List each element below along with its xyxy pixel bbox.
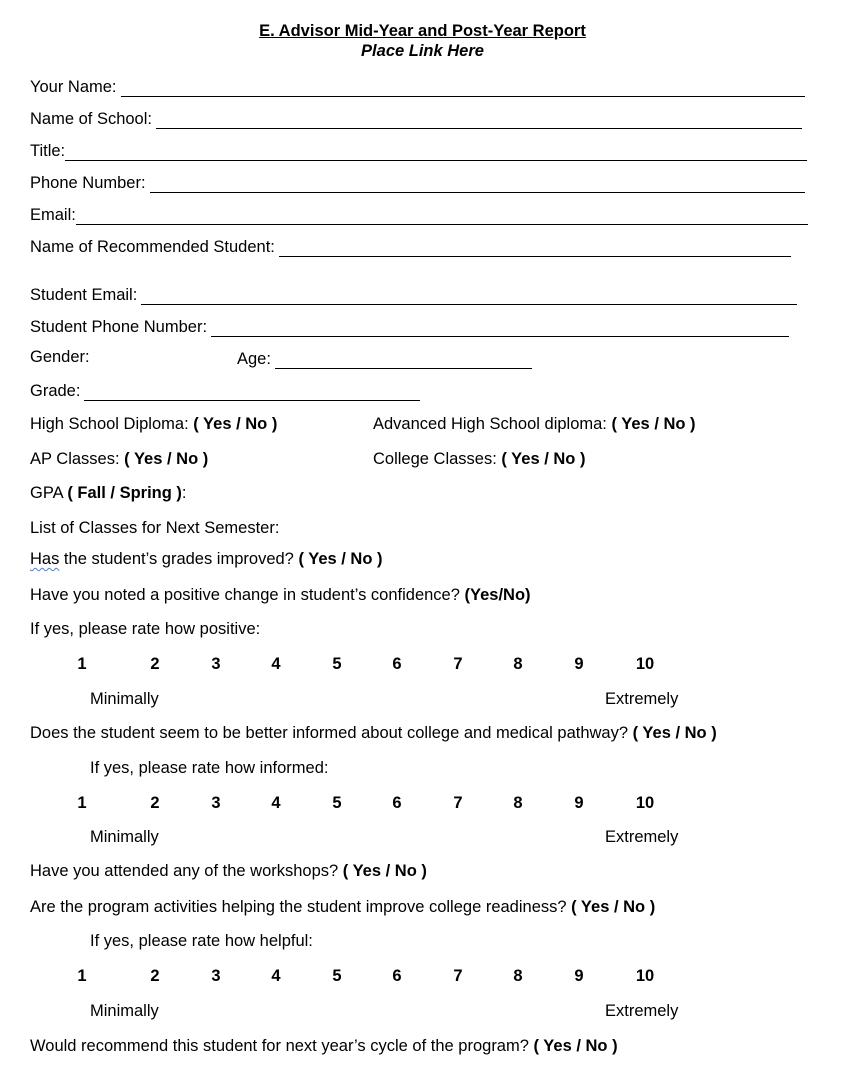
grades-has-word: Has bbox=[30, 550, 60, 568]
scale-option[interactable]: 1 bbox=[77, 655, 87, 673]
rate-helpful-label: If yes, please rate how helpful: bbox=[90, 932, 313, 950]
scale-min-label: Minimally bbox=[90, 828, 159, 846]
hs-diploma-options[interactable]: ( Yes / No ) bbox=[193, 415, 278, 433]
adv-diploma-label: Advanced High School diploma: bbox=[373, 415, 607, 433]
scale-max-label: Extremely bbox=[605, 1002, 679, 1020]
scale-option[interactable]: 1 bbox=[77, 794, 87, 812]
scale-option[interactable]: 9 bbox=[574, 655, 584, 673]
scale-option[interactable]: 8 bbox=[513, 655, 523, 673]
scale-option[interactable]: 8 bbox=[513, 794, 523, 812]
readiness-question bbox=[30, 898, 655, 917]
phone-input-line[interactable] bbox=[150, 175, 805, 193]
college-classes-label: College Classes: bbox=[373, 450, 497, 468]
adv-diploma-options[interactable]: ( Yes / No ) bbox=[611, 415, 696, 433]
gpa-options[interactable]: ( Fall / Spring ) bbox=[67, 484, 182, 502]
student-phone-label: Student Phone Number: bbox=[30, 318, 208, 336]
scale-option[interactable]: 3 bbox=[211, 655, 221, 673]
scale-option[interactable]: 6 bbox=[392, 794, 402, 812]
school-field bbox=[30, 107, 802, 129]
grades-improved-options[interactable]: ( Yes / No ) bbox=[298, 550, 383, 568]
workshops-question bbox=[30, 862, 427, 881]
scale-option[interactable]: 5 bbox=[332, 655, 342, 673]
student-phone-field bbox=[30, 315, 789, 337]
page-subtitle-link[interactable]: Place Link Here bbox=[361, 42, 484, 60]
scale-option[interactable]: 5 bbox=[332, 794, 342, 812]
scale-option[interactable]: 7 bbox=[453, 967, 463, 985]
gpa-colon: : bbox=[181, 484, 187, 502]
email-label: Email: bbox=[30, 206, 76, 224]
hs-diploma-question bbox=[30, 415, 277, 434]
scale-option[interactable]: 7 bbox=[453, 655, 463, 673]
scale-option[interactable]: 4 bbox=[271, 655, 281, 673]
scale-option[interactable]: 6 bbox=[392, 967, 402, 985]
title-label: Title: bbox=[30, 142, 66, 160]
scale-option[interactable]: 2 bbox=[150, 655, 160, 673]
scale-option[interactable]: 9 bbox=[574, 794, 584, 812]
scale-option[interactable]: 5 bbox=[332, 967, 342, 985]
informed-label: Does the student seem to be better informed about college and medical pathway? bbox=[30, 724, 629, 742]
gpa-label: GPA bbox=[30, 484, 63, 502]
email-field bbox=[30, 203, 808, 225]
recommended-student-input-line[interactable] bbox=[279, 239, 791, 257]
recommended-student-field bbox=[30, 235, 791, 257]
your-name-label: Your Name: bbox=[30, 78, 117, 96]
age-input-line[interactable] bbox=[275, 351, 532, 369]
grade-field bbox=[30, 379, 420, 401]
student-phone-input-line[interactable] bbox=[211, 319, 789, 337]
ap-classes-label: AP Classes: bbox=[30, 450, 120, 468]
scale-option[interactable]: 3 bbox=[211, 794, 221, 812]
rate-informed-label: If yes, please rate how informed: bbox=[90, 759, 329, 777]
grades-improved-question bbox=[30, 550, 383, 569]
scale-min-label: Minimally bbox=[90, 1002, 159, 1020]
student-email-field bbox=[30, 283, 797, 305]
gender-label: Gender: bbox=[30, 348, 90, 366]
workshops-label: Have you attended any of the workshops? bbox=[30, 862, 339, 880]
scale-option[interactable]: 10 bbox=[635, 967, 655, 985]
scale-option[interactable]: 8 bbox=[513, 967, 523, 985]
scale-option[interactable]: 10 bbox=[635, 794, 655, 812]
informed-options[interactable]: ( Yes / No ) bbox=[632, 724, 717, 742]
ap-classes-question bbox=[30, 450, 208, 469]
school-label: Name of School: bbox=[30, 110, 152, 128]
scale-option[interactable]: 7 bbox=[453, 794, 463, 812]
ap-classes-options[interactable]: ( Yes / No ) bbox=[124, 450, 209, 468]
scale-max-label: Extremely bbox=[605, 828, 679, 846]
phone-field bbox=[30, 171, 805, 193]
adv-diploma-question bbox=[373, 415, 696, 434]
readiness-label: Are the program activities helping the student improve college readiness? bbox=[30, 898, 567, 916]
school-input-line[interactable] bbox=[156, 111, 802, 129]
phone-label: Phone Number: bbox=[30, 174, 146, 192]
scale-max-label: Extremely bbox=[605, 690, 679, 708]
recommend-label: Would recommend this student for next year’s cycle of the program? bbox=[30, 1037, 529, 1055]
readiness-options[interactable]: ( Yes / No ) bbox=[571, 898, 656, 916]
student-email-input-line[interactable] bbox=[141, 287, 797, 305]
recommended-student-label: Name of Recommended Student: bbox=[30, 238, 275, 256]
workshops-options[interactable]: ( Yes / No ) bbox=[342, 862, 427, 880]
rate-positive-label: If yes, please rate how positive: bbox=[30, 620, 261, 638]
recommend-options[interactable]: ( Yes / No ) bbox=[533, 1037, 618, 1055]
age-label: Age: bbox=[237, 350, 271, 368]
scale-option[interactable]: 9 bbox=[574, 967, 584, 985]
scale-option[interactable]: 1 bbox=[77, 967, 87, 985]
scale-option[interactable]: 3 bbox=[211, 967, 221, 985]
college-classes-options[interactable]: ( Yes / No ) bbox=[501, 450, 586, 468]
scale-min-label: Minimally bbox=[90, 690, 159, 708]
grade-input-line[interactable] bbox=[84, 383, 420, 401]
scale-option[interactable]: 6 bbox=[392, 655, 402, 673]
your-name-field bbox=[30, 75, 805, 97]
title-input-line[interactable] bbox=[65, 143, 807, 161]
scale-option[interactable]: 4 bbox=[271, 794, 281, 812]
confidence-options[interactable]: (Yes/No) bbox=[464, 586, 531, 604]
gpa-question bbox=[30, 484, 187, 503]
informed-question bbox=[30, 724, 717, 743]
title-field bbox=[30, 139, 807, 161]
age-field bbox=[237, 347, 532, 369]
classes-next-label: List of Classes for Next Semester: bbox=[30, 519, 280, 537]
college-classes-question bbox=[373, 450, 585, 469]
confidence-label: Have you noted a positive change in student’s confidence? bbox=[30, 586, 460, 604]
page-title: E. Advisor Mid-Year and Post-Year Report bbox=[259, 22, 586, 40]
hs-diploma-label: High School Diploma: bbox=[30, 415, 189, 433]
recommend-question bbox=[30, 1037, 618, 1056]
grades-improved-label: the student’s grades improved? bbox=[59, 550, 294, 568]
student-email-label: Student Email: bbox=[30, 286, 138, 304]
scale-option[interactable]: 4 bbox=[271, 967, 281, 985]
scale-option[interactable]: 10 bbox=[635, 655, 655, 673]
email-input-line[interactable] bbox=[76, 207, 808, 225]
confidence-question bbox=[30, 586, 531, 605]
scale-option[interactable]: 2 bbox=[150, 794, 160, 812]
grade-label: Grade: bbox=[30, 382, 81, 400]
your-name-input-line[interactable] bbox=[121, 79, 805, 97]
scale-option[interactable]: 2 bbox=[150, 967, 160, 985]
